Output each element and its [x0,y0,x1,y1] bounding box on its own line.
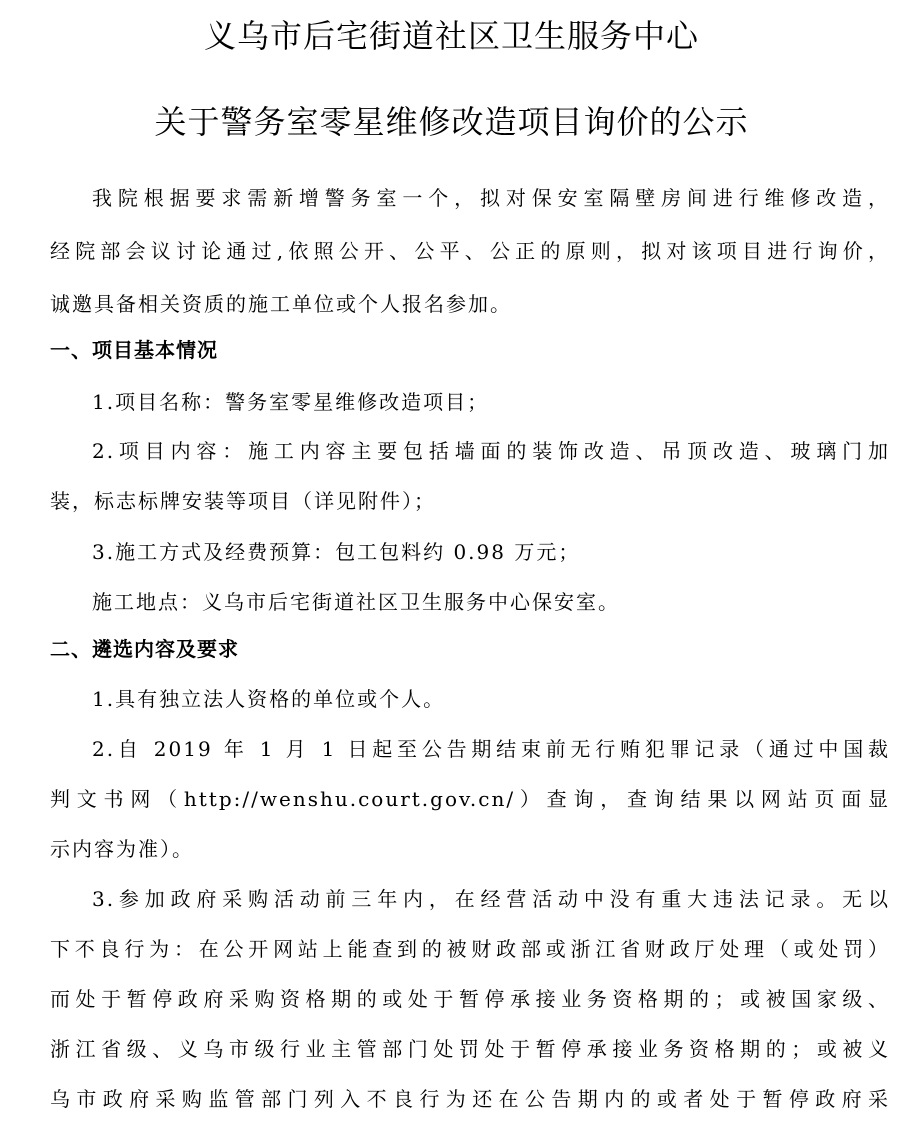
item-2-2-line-3: 示内容为准）。 [50,837,194,861]
document-title: 义乌市后宅街道社区卫生服务中心 [203,17,699,55]
document-subtitle: 关于警务室零星维修改造项目询价的公示 [154,103,749,141]
item-2-3-line-2: 下不良行为：在公开网站上能查到的被财政部或浙江省财政厅处理（或处罚） [50,937,890,961]
intro-line-2: 经院部会议讨论通过,依照公开、公平、公正的原则，拟对该项目进行询价， [50,239,890,263]
item-1-2-line-2: 装，标志标牌安装等项目（详见附件）； [50,489,436,513]
item-1-3: 3.施工方式及经费预算：包工包料约 0.98 万元； [92,540,581,564]
item-2-3-line-1: 3.参加政府采购活动前三年内，在经营活动中没有重大违法记录。无以 [92,887,890,911]
intro-line-1: 我院根据要求需新增警务室一个，拟对保安室隔壁房间进行维修改造， [92,186,890,210]
item-2-1: 1.具有独立法人资格的单位或个人。 [92,687,446,711]
item-2-3-line-3: 而处于暂停政府采购资格期的或处于暂停承接业务资格期的；或被国家级、 [50,987,890,1011]
item-2-2-line-2: 判文书网（http://wenshu.court.gov.cn/）查询，查询结果以网站页面显 [50,787,890,811]
item-1-2-line-1: 2.项目内容：施工内容主要包括墙面的装饰改造、吊顶改造、玻璃门加 [92,439,890,463]
item-1-1: 1.项目名称：警务室零星维修改造项目； [92,390,490,414]
item-2-3-line-4: 浙江省级、义乌市级行业主管部门处罚处于暂停承接业务资格期的；或被义 [50,1037,890,1061]
section-heading-2: 二、遴选内容及要求 [50,637,239,661]
item-2-3-line-5: 乌市政府采购监管部门列入不良行为还在公告期内的或者处于暂停政府采 [50,1087,890,1111]
item-2-2-line-1: 2.自 2019 年 1 月 1 日起至公告期结束前无行贿犯罪记录（通过中国裁 [92,737,890,761]
section-heading-1: 一、项目基本情况 [50,338,218,362]
item-1-location: 施工地点：义乌市后宅街道社区卫生服务中心保安室。 [92,590,620,614]
intro-line-3: 诚邀具备相关资质的施工单位或个人报名参加。 [50,292,512,316]
